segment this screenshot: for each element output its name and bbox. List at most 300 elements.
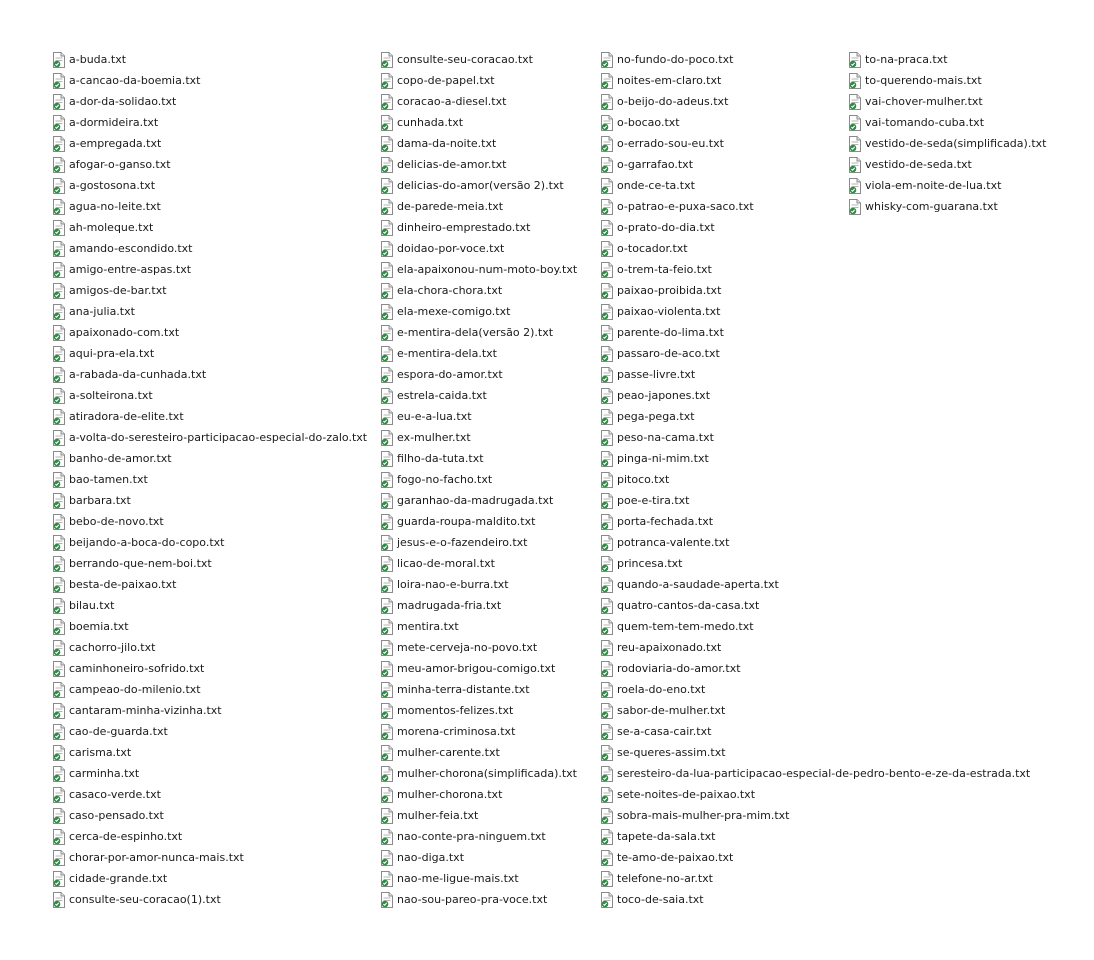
file-name: amigo-entre-aspas.txt (69, 263, 192, 276)
file-name: reu-apaixonado.txt (617, 641, 722, 654)
file-name: paixao-proibida.txt (617, 284, 722, 297)
file-name: cachorro-jilo.txt (69, 641, 156, 654)
file-item[interactable] (600, 595, 1030, 616)
text-document-icon (600, 724, 614, 740)
file-item[interactable] (52, 469, 367, 490)
file-item[interactable] (600, 301, 1030, 322)
file-item[interactable] (380, 343, 577, 364)
file-item[interactable] (600, 532, 1030, 553)
file-item[interactable] (600, 259, 1030, 280)
file-item[interactable] (380, 889, 577, 910)
file-item[interactable] (52, 658, 367, 679)
file-name: beijando-a-boca-do-copo.txt (69, 536, 225, 549)
text-document-icon (600, 556, 614, 572)
text-document-icon (52, 241, 66, 257)
text-document-icon (380, 766, 394, 782)
file-item[interactable] (52, 238, 367, 259)
text-document-icon (600, 682, 614, 698)
file-item[interactable] (52, 595, 367, 616)
file-item[interactable] (52, 847, 367, 868)
file-item[interactable] (380, 175, 577, 196)
file-item[interactable] (52, 490, 367, 511)
text-document-icon (600, 157, 614, 173)
file-name: vestido-de-seda(simplificada).txt (865, 137, 1047, 150)
file-item[interactable] (52, 700, 367, 721)
file-item[interactable] (52, 826, 367, 847)
file-item[interactable] (380, 868, 577, 889)
text-document-icon (380, 745, 394, 761)
file-item[interactable] (52, 259, 367, 280)
file-item[interactable] (600, 679, 1030, 700)
file-item[interactable] (380, 847, 577, 868)
text-document-icon (380, 94, 394, 110)
file-item[interactable] (52, 217, 367, 238)
file-name: de-parede-meia.txt (397, 200, 504, 213)
file-item[interactable] (52, 763, 367, 784)
text-document-icon (52, 514, 66, 530)
file-item[interactable] (380, 637, 577, 658)
file-item[interactable] (848, 133, 1046, 154)
file-item[interactable] (600, 721, 1030, 742)
file-item[interactable] (380, 595, 577, 616)
text-document-icon (52, 94, 66, 110)
file-item[interactable] (600, 868, 1030, 889)
file-name: a-dor-da-solidao.txt (69, 95, 177, 108)
text-document-icon (52, 367, 66, 383)
file-name: vestido-de-seda.txt (865, 158, 972, 171)
file-name: a-buda.txt (69, 53, 127, 66)
file-name: passaro-de-aco.txt (617, 347, 720, 360)
file-item[interactable] (52, 553, 367, 574)
file-item[interactable] (380, 364, 577, 385)
file-item[interactable] (52, 637, 367, 658)
text-document-icon (600, 430, 614, 446)
text-document-icon (380, 199, 394, 215)
file-item[interactable] (380, 826, 577, 847)
file-item[interactable] (52, 574, 367, 595)
file-name: vai-chover-mulher.txt (865, 95, 983, 108)
file-item[interactable] (52, 196, 367, 217)
text-document-icon (600, 262, 614, 278)
file-item[interactable] (52, 889, 367, 910)
file-name: o-bocao.txt (617, 116, 680, 129)
file-item[interactable] (380, 553, 577, 574)
file-name: ela-chora-chora.txt (397, 284, 503, 297)
file-name: se-queres-assim.txt (617, 746, 726, 759)
file-item[interactable] (600, 805, 1030, 826)
text-document-icon (380, 829, 394, 845)
file-name: dama-da-noite.txt (397, 137, 497, 150)
text-document-icon (52, 325, 66, 341)
text-document-icon (600, 94, 614, 110)
text-document-icon (380, 619, 394, 635)
text-document-icon (600, 787, 614, 803)
file-name: cantaram-minha-vizinha.txt (69, 704, 222, 717)
text-document-icon (52, 766, 66, 782)
text-document-icon (600, 661, 614, 677)
text-document-icon (380, 703, 394, 719)
file-item[interactable] (52, 448, 367, 469)
text-document-icon (380, 283, 394, 299)
file-item[interactable] (600, 448, 1030, 469)
file-item[interactable] (380, 469, 577, 490)
text-document-icon (600, 871, 614, 887)
text-document-icon (848, 178, 862, 194)
file-name: a-cancao-da-boemia.txt (69, 74, 201, 87)
file-item[interactable] (380, 322, 577, 343)
file-name: nao-me-ligue-mais.txt (397, 872, 519, 885)
text-document-icon (380, 661, 394, 677)
text-document-icon (380, 115, 394, 131)
file-item[interactable] (52, 154, 367, 175)
file-item[interactable] (380, 700, 577, 721)
text-document-icon (380, 325, 394, 341)
text-document-icon (52, 556, 66, 572)
file-name: fogo-no-facho.txt (397, 473, 493, 486)
file-name: agua-no-leite.txt (69, 200, 161, 213)
file-item[interactable] (52, 385, 367, 406)
file-item[interactable] (848, 91, 1046, 112)
text-document-icon (600, 388, 614, 404)
file-name: to-querendo-mais.txt (865, 74, 982, 87)
file-name: roela-do-eno.txt (617, 683, 706, 696)
text-document-icon (380, 514, 394, 530)
file-name: mulher-chorona(simplificada).txt (397, 767, 577, 780)
file-name: atiradora-de-elite.txt (69, 410, 184, 423)
file-name: meu-amor-brigou-comigo.txt (397, 662, 556, 675)
text-document-icon (52, 52, 66, 68)
file-item[interactable] (52, 406, 367, 427)
file-item[interactable] (380, 91, 577, 112)
file-item[interactable] (600, 637, 1030, 658)
text-document-icon (380, 430, 394, 446)
text-document-icon (600, 598, 614, 614)
file-item[interactable] (600, 784, 1030, 805)
file-item[interactable] (52, 322, 367, 343)
file-name: chorar-por-amor-nunca-mais.txt (69, 851, 244, 864)
text-document-icon (600, 367, 614, 383)
file-name: consulte-seu-coracao.txt (397, 53, 533, 66)
text-document-icon (380, 451, 394, 467)
text-document-icon (52, 682, 66, 698)
text-document-icon (52, 850, 66, 866)
file-item[interactable] (380, 679, 577, 700)
file-item[interactable] (600, 700, 1030, 721)
file-name: bilau.txt (69, 599, 115, 612)
file-item[interactable] (380, 427, 577, 448)
file-item[interactable] (380, 259, 577, 280)
file-item[interactable] (52, 301, 367, 322)
file-item[interactable] (600, 238, 1030, 259)
file-item[interactable] (380, 784, 577, 805)
file-name: dinheiro-emprestado.txt (397, 221, 531, 234)
text-document-icon (380, 220, 394, 236)
file-item[interactable] (600, 490, 1030, 511)
text-document-icon (600, 115, 614, 131)
file-item[interactable] (600, 364, 1030, 385)
file-item[interactable] (600, 616, 1030, 637)
text-document-icon (600, 52, 614, 68)
file-item[interactable] (52, 70, 367, 91)
file-item[interactable] (380, 217, 577, 238)
text-document-icon (848, 73, 862, 89)
file-name: eu-e-a-lua.txt (397, 410, 472, 423)
file-name: a-dormideira.txt (69, 116, 159, 129)
file-name: mulher-feia.txt (397, 809, 479, 822)
text-document-icon (52, 220, 66, 236)
text-document-icon (380, 157, 394, 173)
text-document-icon (380, 724, 394, 740)
text-document-icon (600, 745, 614, 761)
file-item[interactable] (380, 490, 577, 511)
file-item[interactable] (52, 91, 367, 112)
file-item[interactable] (380, 112, 577, 133)
file-name: no-fundo-do-poco.txt (617, 53, 734, 66)
text-document-icon (600, 829, 614, 845)
file-name: a-volta-do-seresteiro-participacao-especial-do-zalo.txt (69, 431, 368, 444)
file-item[interactable] (600, 826, 1030, 847)
file-item[interactable] (600, 511, 1030, 532)
text-document-icon (380, 556, 394, 572)
file-name: paixao-violenta.txt (617, 305, 721, 318)
file-name: poe-e-tira.txt (617, 494, 690, 507)
text-document-icon (600, 766, 614, 782)
file-item[interactable] (380, 70, 577, 91)
file-item[interactable] (600, 742, 1030, 763)
text-document-icon (52, 493, 66, 509)
file-name: pega-pega.txt (617, 410, 695, 423)
file-name: jesus-e-o-fazendeiro.txt (397, 536, 528, 549)
file-item[interactable] (600, 217, 1030, 238)
file-item[interactable] (848, 49, 1046, 70)
file-name: banho-de-amor.txt (69, 452, 172, 465)
text-document-icon (52, 157, 66, 173)
file-item[interactable] (52, 742, 367, 763)
file-item[interactable] (600, 763, 1030, 784)
file-name: a-gostosona.txt (69, 179, 156, 192)
file-name: pitoco.txt (617, 473, 670, 486)
file-name: ela-mexe-comigo.txt (397, 305, 511, 318)
file-name: sobra-mais-mulher-pra-mim.txt (617, 809, 790, 822)
file-item[interactable] (52, 616, 367, 637)
file-name: quando-a-saudade-aperta.txt (617, 578, 779, 591)
file-name: morena-criminosa.txt (397, 725, 516, 738)
text-document-icon (380, 388, 394, 404)
text-document-icon (848, 52, 862, 68)
file-name: estrela-caida.txt (397, 389, 487, 402)
file-item[interactable] (600, 385, 1030, 406)
file-item[interactable] (600, 847, 1030, 868)
text-document-icon (600, 73, 614, 89)
text-document-icon (380, 241, 394, 257)
file-item[interactable] (52, 532, 367, 553)
text-document-icon (848, 115, 862, 131)
file-item[interactable] (380, 154, 577, 175)
file-name: nao-conte-pra-ninguem.txt (397, 830, 546, 843)
text-document-icon (52, 73, 66, 89)
text-document-icon (380, 472, 394, 488)
text-document-icon (52, 388, 66, 404)
file-item[interactable] (600, 469, 1030, 490)
text-document-icon (600, 136, 614, 152)
file-name: momentos-felizes.txt (397, 704, 514, 717)
file-name: viola-em-noite-de-lua.txt (865, 179, 1002, 192)
text-document-icon (52, 640, 66, 656)
file-name: ana-julia.txt (69, 305, 135, 318)
file-name: apaixonado-com.txt (69, 326, 180, 339)
file-name: mentira.txt (397, 620, 459, 633)
text-document-icon (52, 577, 66, 593)
file-item[interactable] (380, 280, 577, 301)
file-item[interactable] (52, 679, 367, 700)
text-document-icon (380, 808, 394, 824)
text-document-icon (52, 892, 66, 908)
file-name: toco-de-saia.txt (617, 893, 704, 906)
text-document-icon (600, 577, 614, 593)
file-item[interactable] (848, 112, 1046, 133)
file-item[interactable] (600, 658, 1030, 679)
text-document-icon (380, 346, 394, 362)
file-item[interactable] (380, 616, 577, 637)
file-item[interactable] (380, 448, 577, 469)
file-item[interactable] (380, 385, 577, 406)
text-document-icon (52, 178, 66, 194)
file-item[interactable] (600, 406, 1030, 427)
file-item[interactable] (600, 574, 1030, 595)
file-name: a-solteirona.txt (69, 389, 153, 402)
file-name: o-patrao-e-puxa-saco.txt (617, 200, 754, 213)
file-name: licao-de-moral.txt (397, 557, 495, 570)
text-document-icon (380, 493, 394, 509)
file-item[interactable] (52, 511, 367, 532)
file-item[interactable] (380, 742, 577, 763)
text-document-icon (600, 640, 614, 656)
text-document-icon (380, 871, 394, 887)
file-item[interactable] (52, 427, 367, 448)
file-name: o-errado-sou-eu.txt (617, 137, 724, 150)
text-document-icon (848, 94, 862, 110)
file-item[interactable] (52, 175, 367, 196)
text-document-icon (52, 409, 66, 425)
file-item[interactable] (380, 406, 577, 427)
file-item[interactable] (380, 301, 577, 322)
text-document-icon (380, 850, 394, 866)
text-document-icon (600, 892, 614, 908)
file-item[interactable] (600, 343, 1030, 364)
text-document-icon (52, 787, 66, 803)
text-document-icon (380, 304, 394, 320)
file-name: telefone-no-ar.txt (617, 872, 713, 885)
file-name: o-trem-ta-feio.txt (617, 263, 712, 276)
file-item[interactable] (380, 763, 577, 784)
file-item[interactable] (848, 196, 1046, 217)
file-name: peso-na-cama.txt (617, 431, 714, 444)
file-name: ah-moleque.txt (69, 221, 154, 234)
file-item[interactable] (848, 154, 1046, 175)
file-item[interactable] (380, 133, 577, 154)
text-document-icon (600, 199, 614, 215)
file-name: boemia.txt (69, 620, 129, 633)
file-name: sete-noites-de-paixao.txt (617, 788, 756, 801)
file-item[interactable] (380, 574, 577, 595)
file-item[interactable] (52, 280, 367, 301)
file-name: berrando-que-nem-boi.txt (69, 557, 212, 570)
file-name: madrugada-fria.txt (397, 599, 502, 612)
file-item[interactable] (52, 364, 367, 385)
file-column-1 (52, 49, 367, 910)
file-item[interactable] (52, 343, 367, 364)
file-name: nao-diga.txt (397, 851, 465, 864)
file-column-4 (848, 49, 1046, 217)
file-item[interactable] (380, 805, 577, 826)
file-name: copo-de-papel.txt (397, 74, 495, 87)
file-item[interactable] (848, 175, 1046, 196)
file-item[interactable] (52, 805, 367, 826)
file-item[interactable] (52, 49, 367, 70)
text-document-icon (52, 703, 66, 719)
text-document-icon (600, 451, 614, 467)
file-name: peao-japones.txt (617, 389, 711, 402)
file-name: guarda-roupa-maldito.txt (397, 515, 536, 528)
file-name: porta-fechada.txt (617, 515, 714, 528)
text-document-icon (848, 136, 862, 152)
file-item[interactable] (52, 112, 367, 133)
file-item[interactable] (380, 532, 577, 553)
text-document-icon (52, 535, 66, 551)
text-document-icon (380, 598, 394, 614)
text-document-icon (52, 472, 66, 488)
file-item[interactable] (848, 70, 1046, 91)
file-name: princesa.txt (617, 557, 683, 570)
file-item[interactable] (380, 49, 577, 70)
text-document-icon (52, 808, 66, 824)
text-document-icon (600, 178, 614, 194)
file-item[interactable] (600, 553, 1030, 574)
text-document-icon (600, 283, 614, 299)
text-document-icon (380, 136, 394, 152)
text-document-icon (380, 892, 394, 908)
file-item[interactable] (600, 427, 1030, 448)
file-name: coracao-a-diesel.txt (397, 95, 507, 108)
file-name: mulher-chorona.txt (397, 788, 503, 801)
file-name: consulte-seu-coracao(1).txt (69, 893, 221, 906)
file-item[interactable] (380, 721, 577, 742)
file-name: vai-tomando-cuba.txt (865, 116, 985, 129)
file-item[interactable] (380, 511, 577, 532)
file-item[interactable] (52, 721, 367, 742)
file-item[interactable] (600, 280, 1030, 301)
file-name: o-beijo-do-adeus.txt (617, 95, 729, 108)
file-item[interactable] (380, 658, 577, 679)
text-document-icon (52, 871, 66, 887)
file-name: filho-da-tuta.txt (397, 452, 484, 465)
file-name: bebo-de-novo.txt (69, 515, 164, 528)
file-name: a-rabada-da-cunhada.txt (69, 368, 207, 381)
file-item[interactable] (52, 133, 367, 154)
text-document-icon (380, 682, 394, 698)
file-name: caso-pensado.txt (69, 809, 164, 822)
file-item[interactable] (600, 889, 1030, 910)
file-item[interactable] (380, 196, 577, 217)
file-item[interactable] (600, 322, 1030, 343)
file-item[interactable] (52, 868, 367, 889)
file-name: sabor-de-mulher.txt (617, 704, 726, 717)
file-name: cao-de-guarda.txt (69, 725, 168, 738)
text-document-icon (52, 661, 66, 677)
file-item[interactable] (52, 784, 367, 805)
file-item[interactable] (380, 238, 577, 259)
file-name: campeao-do-milenio.txt (69, 683, 201, 696)
